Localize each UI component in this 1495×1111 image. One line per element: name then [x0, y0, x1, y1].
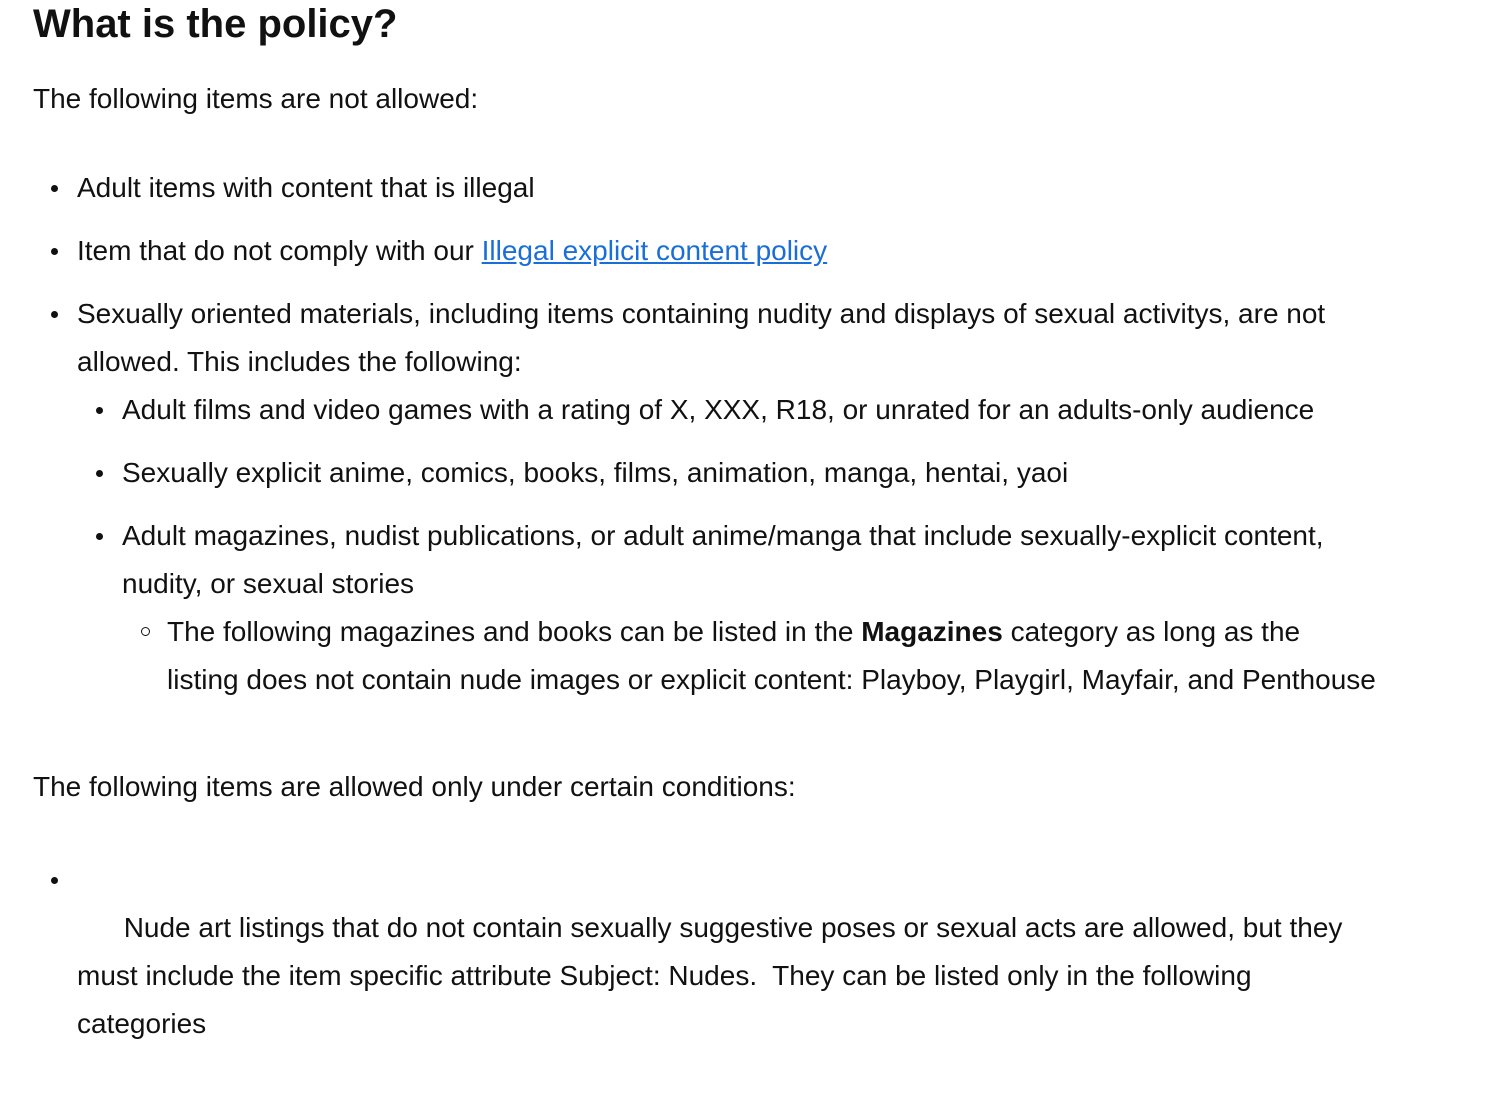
sub-list-item-text: Sexually explicit anime, comics, books, films, animation, manga, hentai, yaoi	[122, 457, 1069, 488]
allowed-conditions-intro: The following items are allowed only under certain conditions:	[33, 771, 796, 802]
nested-sub-list	[122, 608, 1377, 704]
not-allowed-intro: The following items are not allowed:	[33, 83, 479, 114]
list-item	[33, 856, 1377, 1096]
list-item-text: Nude art listings that do not contain sexually suggestive poses or sexual acts are allowed, but they must include the item specific attribute Subject: Nudes. They can be listed only in the following categories	[77, 912, 1351, 1039]
sub-list-item-text: Adult magazines, nudist publications, or adult anime/manga that include sexually-explicit content, nudity, or sexual stories	[122, 520, 1324, 599]
list-item	[33, 164, 1377, 212]
list-item	[33, 290, 1377, 704]
sub-list	[77, 386, 1377, 704]
illegal-explicit-content-policy-link[interactable]: Illegal explicit content policy	[481, 235, 828, 266]
list-item	[33, 227, 1377, 275]
sub-list-item	[77, 386, 1377, 434]
sub-list-item	[77, 512, 1377, 704]
list-item-text: Adult items with content that is illegal	[77, 172, 535, 203]
not-allowed-list	[33, 164, 1473, 704]
magazines-note-suffix: category as long as the listing does not contain nude images or explicit content: Playboy, Playgirl, Mayfair, and Penthouse	[167, 616, 1376, 695]
policy-page	[33, 0, 1473, 1111]
list-item-text: Sexually oriented materials, including items containing nudity and displays of sexual activitys, are not allowed. This includes the following:	[77, 298, 1326, 377]
page-title: What is the policy?	[33, 2, 398, 46]
list-item-text: Item that do not comply with our	[77, 235, 482, 266]
sub-list-item-text: Adult films and video games with a rating of X, XXX, R18, or unrated for an adults-only audience	[122, 394, 1315, 425]
sub-list-item	[77, 449, 1377, 497]
nested-sub-list-item	[122, 608, 1377, 704]
magazines-category-name: Magazines	[861, 616, 1003, 647]
magazines-note-prefix: The following magazines and books can be listed in the	[167, 616, 862, 647]
allowed-conditions-list	[33, 856, 1473, 1096]
